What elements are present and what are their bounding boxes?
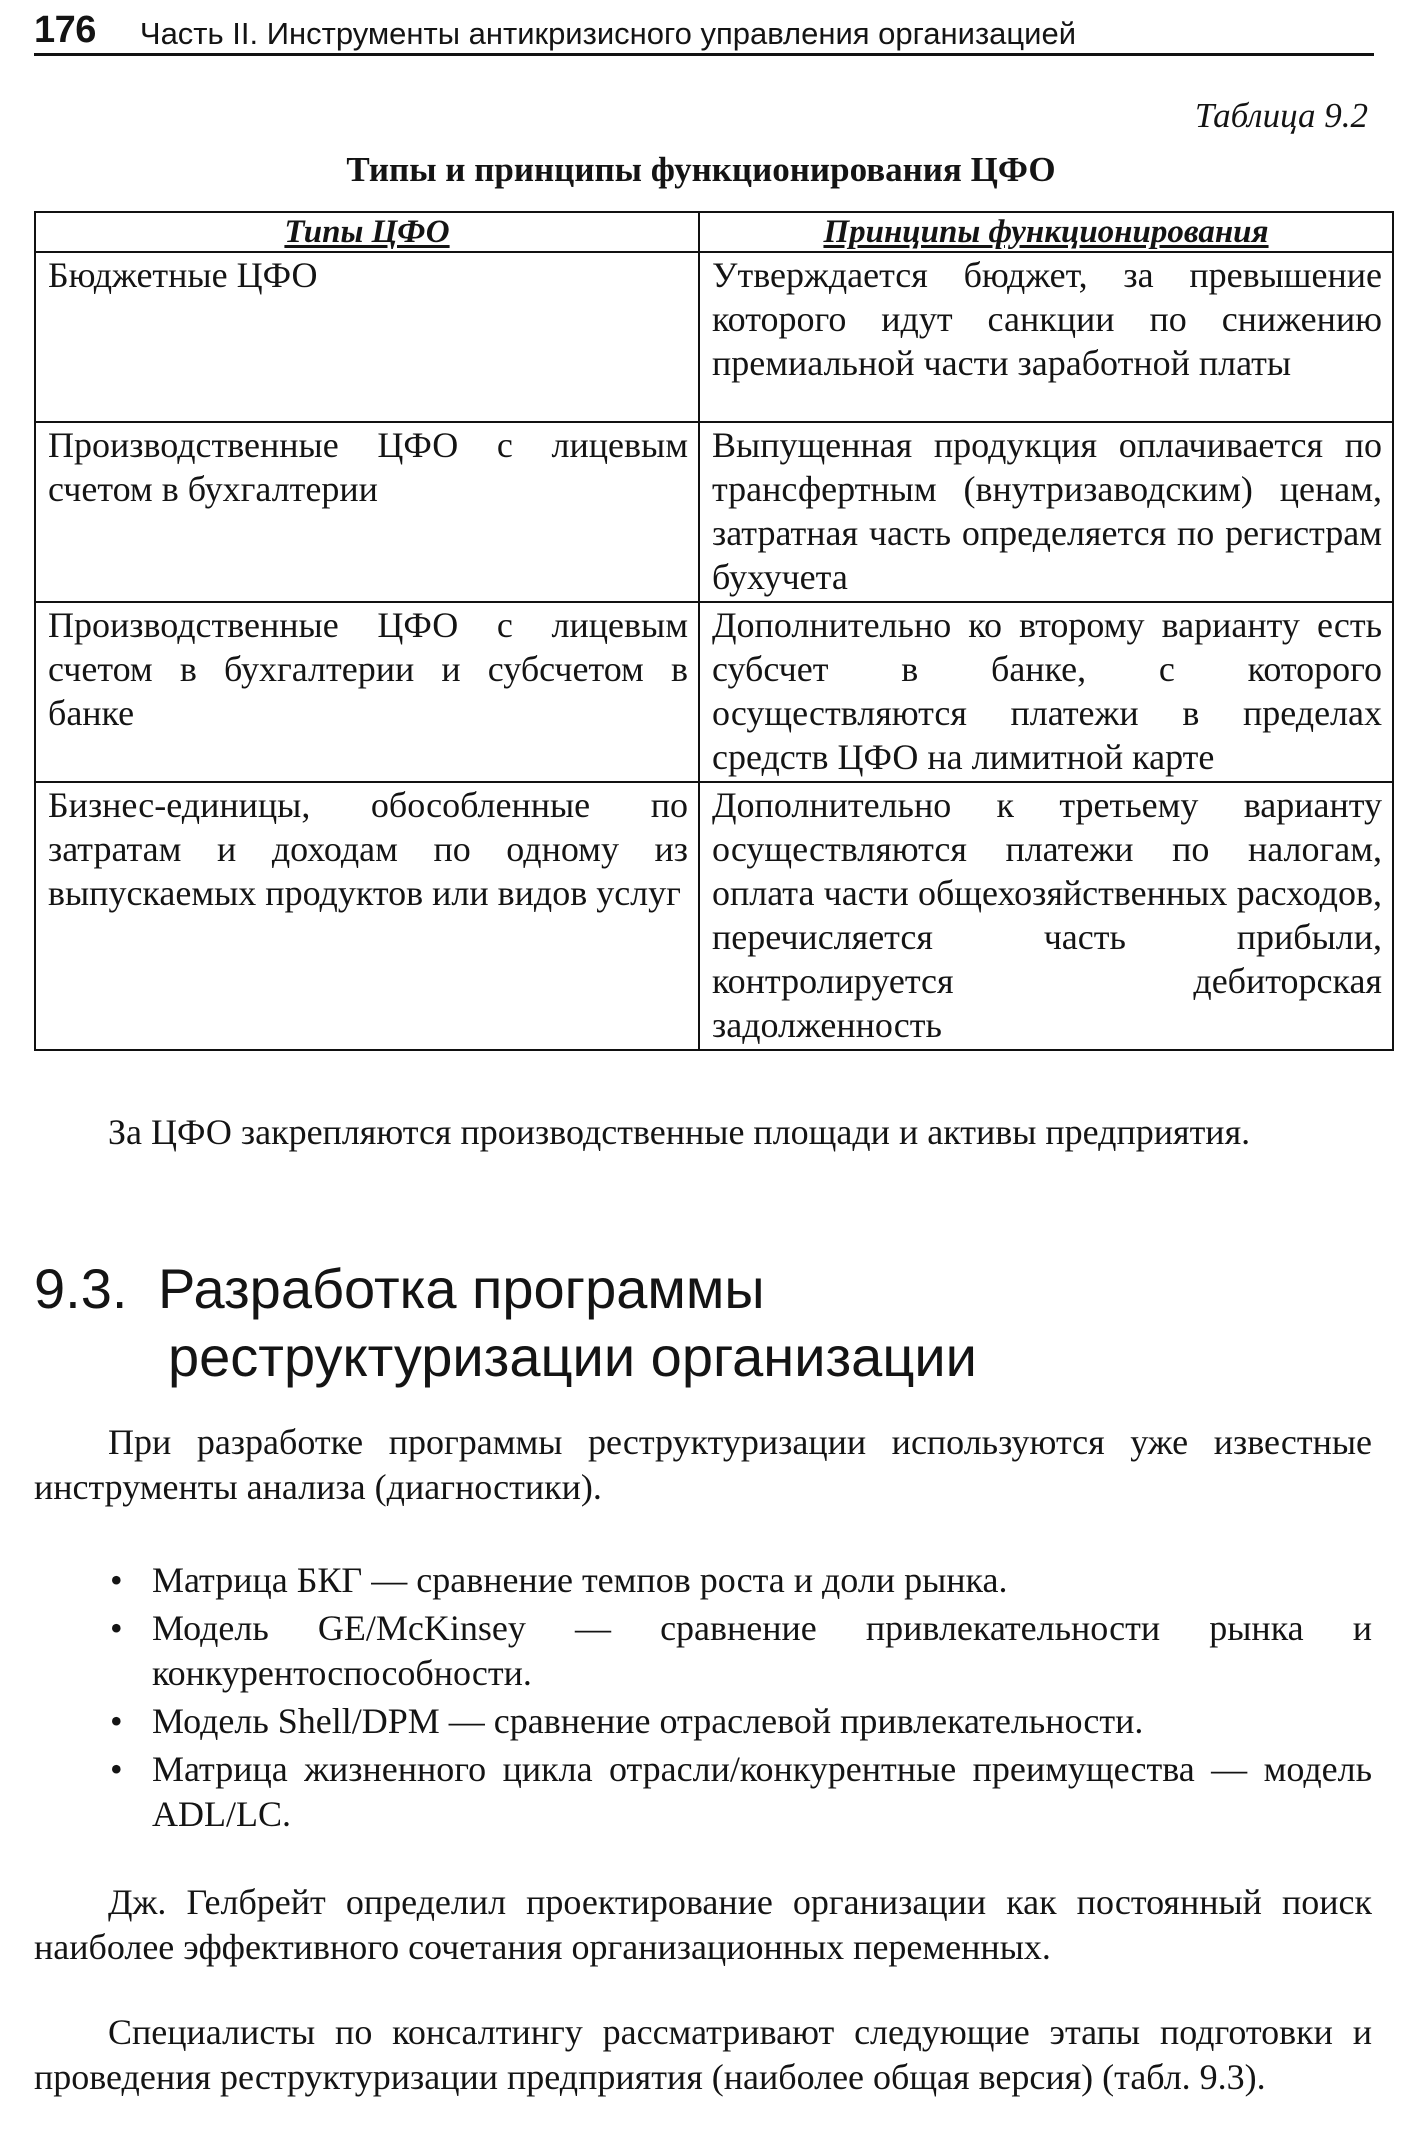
bullet-marker: • [110, 1701, 123, 1741]
table-cell-principle: Выпущенная продукция оплачивается по трансфертным (внутризаводским) ценам, затратная часть определяется по регистрам бухучета [699, 422, 1393, 602]
table-cell-principle: Дополнительно ко второму варианту есть субсчет в банке, с которого осуществляются платежи в пределах средств ЦФО на лимитной карте [699, 602, 1393, 782]
table-cell-type: Бюджетные ЦФО [35, 252, 699, 422]
list-item-text: Модель GE/McKinsey — сравнение привлекательности рынка и конкурентоспособности. [152, 1608, 1372, 1693]
running-header-title: Часть II. Инструменты антикризисного управления организацией [139, 16, 1077, 51]
list-item-text: Матрица жизненного цикла отрасли/конкурентные преимущества — модель ADL/LC. [152, 1749, 1372, 1834]
column-header-principles: Принципы функционирования [699, 212, 1393, 252]
bullet-marker: • [110, 1749, 123, 1789]
cfo-types-table [34, 211, 1394, 1051]
list-item [34, 1699, 1372, 1744]
table-label: Таблица 9.2 [1194, 96, 1368, 135]
section-heading [34, 1255, 1374, 1391]
list-item [34, 1606, 1372, 1696]
paragraph-consulting: Специалисты по консалтингу рассматривают следующие этапы подготовки и проведения реструктуризации предприятия (наиболее общая версия) (табл. 9.3). [34, 2012, 1372, 2097]
list-item-text: Матрица БКГ — сравнение темпов роста и доли рынка. [152, 1560, 1008, 1600]
column-header-types: Типы ЦФО [35, 212, 699, 252]
bullet-marker: • [110, 1608, 123, 1648]
table-cell-type: Производственные ЦФО с лицевым счетом в бухгалтерии и субсчетом в банке [35, 602, 699, 782]
section-number: 9.3. [34, 1257, 128, 1320]
table-cell-type: Производственные ЦФО с лицевым счетом в бухгалтерии [35, 422, 699, 602]
table-title: Типы и принципы функционирования ЦФО [346, 150, 1056, 189]
table-row [35, 782, 1393, 1050]
bullet-list [34, 1558, 1372, 1840]
paragraph-after-table: За ЦФО закрепляются производственные площади и активы предприятия. [108, 1112, 1251, 1152]
table-row [35, 252, 1393, 422]
list-item-text: Модель Shell/DPM — сравнение отраслевой привлекательности. [152, 1701, 1144, 1741]
page-number: 176 [34, 9, 96, 51]
bullet-marker: • [110, 1560, 123, 1600]
list-item [34, 1747, 1372, 1837]
table-cell-type: Бизнес-единицы, обособленные по затратам и доходам по одному из выпускаемых продуктов или видов услуг [35, 782, 699, 1050]
table-cell-principle: Утверждается бюджет, за превышение которого идут санкции по снижению премиальной части заработной платы [699, 252, 1393, 422]
table-row [35, 602, 1393, 782]
section-title-line2: реструктуризации организации [168, 1325, 977, 1388]
list-item [34, 1558, 1372, 1603]
table-row [35, 422, 1393, 602]
table-cell-principle: Дополнительно к третьему варианту осуществляются платежи по налогам, оплата части общехозяйственных расходов, перечисляется часть прибыли, контролируется дебиторская задолженность [699, 782, 1393, 1050]
intro-paragraph: При разработке программы реструктуризации используются уже известные инструменты анализа (диагностики). [34, 1422, 1372, 1507]
section-title-line1: Разработка программы [158, 1257, 765, 1320]
table-header-row [35, 212, 1393, 252]
paragraph-galbraith: Дж. Гелбрейт определил проектирование организации как постоянный поиск наиболее эффективного сочетания организационных переменных. [34, 1882, 1372, 1967]
running-header [34, 4, 1374, 56]
